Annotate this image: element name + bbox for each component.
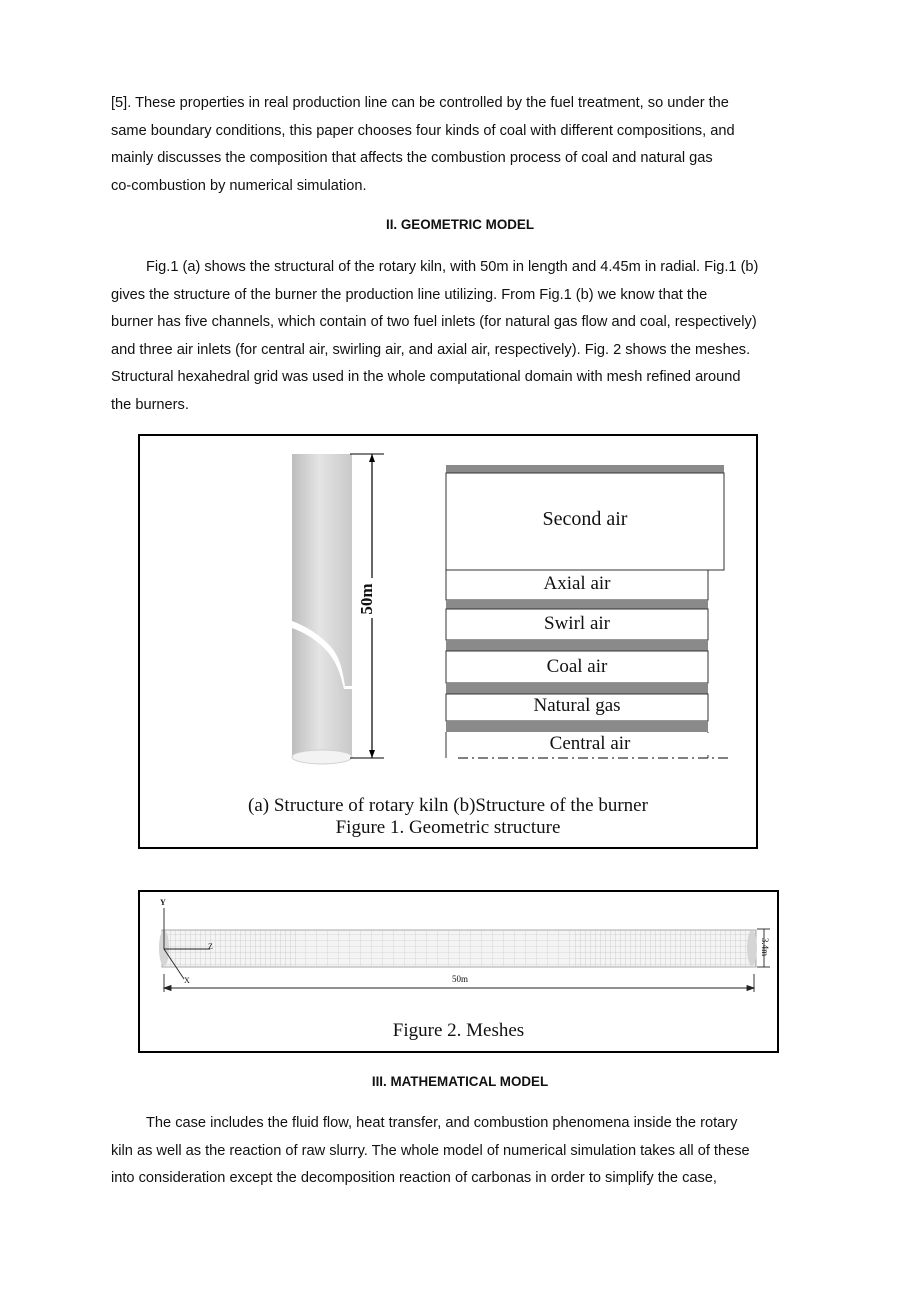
section-heading-geometric-model: II. GEOMETRIC MODEL: [385, 217, 535, 232]
text-line: [5]. These properties in real production line can be controlled by the fuel treatment, so under the: [111, 95, 729, 111]
axis-y-label: Y: [160, 898, 166, 907]
burner-label-natural-gas: Natural gas: [533, 695, 621, 716]
kiln-mesh: [159, 930, 757, 967]
text-line: mainly discusses the composition that affects the combustion process of coal and natural gas: [111, 150, 713, 166]
axis-x-label: X: [184, 976, 190, 985]
figure-2: [138, 890, 779, 1053]
text-line: Fig.1 (a) shows the structural of the rotary kiln, with 50m in length and 4.45m in radial. Fig.1 (b): [146, 259, 759, 275]
text-line: burner has five channels, which contain of two fuel inlets (for natural gas flow and coal, respectively): [111, 314, 757, 330]
burner-label-swirl-air: Swirl air: [544, 613, 610, 634]
figure-1: [138, 434, 758, 849]
length-label: 50m: [451, 974, 468, 984]
paragraph-mathematical-model: [111, 1110, 811, 1193]
burner-label-central-air: Central air: [470, 733, 710, 755]
paragraph-intro-continued: [111, 90, 811, 200]
burner-label-axial-air: Axial air: [543, 573, 611, 594]
text-line: kiln as well as the reaction of raw slurry. The whole model of numerical simulation takes all of these: [111, 1142, 750, 1159]
text-line: The case includes the fluid flow, heat transfer, and combustion phenomena inside the rotary: [146, 1115, 738, 1131]
text-line: co-combustion by numerical simulation.: [111, 177, 367, 194]
section-heading-mathematical-model: III. MATHEMATICAL MODEL: [371, 1074, 549, 1089]
figure-1-caption: Figure 1. Geometric structure: [335, 817, 561, 838]
paragraph-geometric-model: [111, 254, 811, 419]
figure-1-subcaption: (a) Structure of rotary kiln (b)Structure of the burner: [248, 795, 648, 816]
text-line: Structural hexahedral grid was used in the whole computational domain with mesh refined around: [111, 369, 741, 385]
burner-label-coal-air: Coal air: [546, 656, 608, 677]
diameter-label: 3.4m: [760, 937, 771, 957]
text-line: into consideration except the decomposition reaction of carbonas in order to simplify the case,: [111, 1170, 717, 1186]
text-line: and three air inlets (for central air, swirling air, and axial air, respectively). Fig. 2 shows the meshes.: [111, 341, 751, 358]
text-line: same boundary conditions, this paper chooses four kinds of coal with different compositions, and: [111, 122, 735, 139]
text-line: gives the structure of the burner the production line utilizing. From Fig.1 (b) we know that the: [111, 286, 708, 303]
rotary-kiln-cylinder: [292, 454, 352, 764]
kiln-length-label: 50m: [357, 583, 376, 615]
axis-z-label: Z: [208, 942, 213, 951]
figure-2-caption: Figure 2. Meshes: [392, 1020, 525, 1041]
burner-label-second-air: Second air: [542, 508, 628, 530]
text-line: the burners.: [111, 396, 189, 413]
geometric-structure-diagram: [140, 436, 756, 847]
